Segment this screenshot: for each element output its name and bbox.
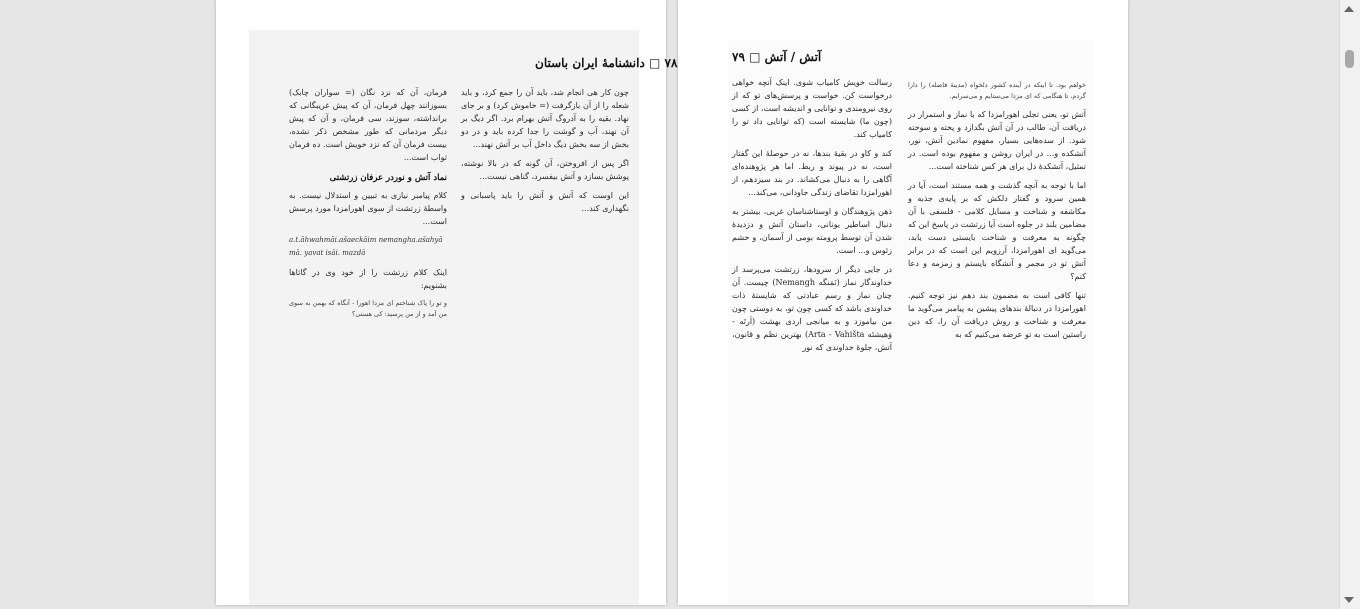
paragraph: در جایی دیگر از سرودها، زرتشت می‌پرسد از خداوندگار نماز (نَمَنگه Nemangh) چیست. آن چنان نماز و رسم عبادتی که شایستهٔ ذات خداوندی باشد که کسی چون تو، به دوستی چون من بیاموزد و به میانجی اردی بهشت (اَرتَه - وَهیشتَه Arta - Vahišta) بهترین نظم و قانون، آتش، جلوهٔ خداوندی که نور [732, 265, 893, 352]
paragraph: رسالت خویش کامیاب شوی. اینک آنچه خواهی درخواست کن. خواست و پرسش‌های تو که از روی نیرومندی و توانایی و اندیشه است، از کسی (چون ما) شایسته است (که توانایی داد تو را کامیاب کند. [732, 78, 892, 139]
paragraph: ذهن پژوهندگان و اوستاشناسان غربی، بیشتر به دنبال اساطیر یونانی، داستان آتش و دزدیدهٔ شدن آن توسط پرومته بومی از آسمان، و خشم زئوس و... است. [732, 207, 892, 255]
text-column-left [732, 76, 892, 596]
text-column-right [461, 86, 629, 606]
section-heading: نماد آتش و نوردر عرفان زرتشتی [329, 173, 447, 183]
paragraph: چون کار هی انجام شد، باید آن را جمع کرد، و باید شعله را از آن بازگرفت (= خاموش کرد) و بر جای نهاد. بقیه را به آدروگ آتش بهرام برد. اگر دیگ بر آن نهند، آب و گوشت را جدا کرده باید و در دو بخش از سه بخش دیگ داخل آب بر آتش نهند... [461, 88, 629, 149]
running-head: ۷۸ □ دانشنامهٔ ایران باستان [535, 56, 678, 70]
text-column-right [908, 80, 1086, 600]
page-scan [728, 40, 1093, 605]
paragraph: آتش تو، یعنی تجلی اهورامزدا که با نماز و استمرار در دریافت آن، طالب در آن آتش بگدازد و پخته و سوخته شود. از سده‌هایی بسیار، مفهوم نمادین آتش، نور، آتشکده و... در ایران روشن و مفهوم بوده است. در تمثیل، آتشکدهٔ دل برای هر کس شناخته است... [908, 110, 1086, 171]
paragraph: خواهم بود. تا اینکه در آینده کشور دلخواه (مدینهٔ فاضله) را دارا گردم، تا هنگامی که ای مزدا می‌ستایم و می‌سرایم. [908, 81, 1086, 100]
page-79 [678, 0, 1128, 605]
transliteration: a.t.āhwahmāi.ašaeckāim nemangha.ašahyā mā. yavat isāi. mazdā [289, 236, 443, 257]
paragraph: کلام پیامبر نیازی به تبیین و استدلال نیست. به واسطهٔ زرتشت از سوی اهورامزدا مورد پرسش است... [289, 191, 447, 226]
scroll-down-icon[interactable] [1344, 597, 1354, 603]
running-head: آتش / آتش □ ۷۹ [732, 50, 822, 64]
paragraph: کند و کاو در بقیهٔ بندها، نه در حوصلهٔ این گفتار است، نه در پیوند و ربط. اما هر پژوهنده‌ای آگاهی را به دنبال می‌کشاند. در بند سیزدهم، از اهورامزدا تقاضای زندگی جاودانی، می‌کند... [732, 149, 892, 197]
text-column-left [289, 86, 447, 606]
scroll-up-icon[interactable] [1344, 6, 1354, 12]
paragraph: اما با توجه به آنچه گذشت و همه مستند است، آیا در همین سرود و گفتار دلکش که بر پایه‌ی جذبه و مکاشفه و شناخت و مسایل کلامی - فلسفی با آن مضامین بلند در جلوه است آیا زرتشت در پاسخ این که چگونه به معرفت و شناخت بایستی دست یابد، می‌گوید ای اهورامزدا، آرزویم این است که در برابر آتش تو در مجمر و آتشگاه بایستم و زمزمه و دعا کنم؟ [908, 181, 1086, 281]
paragraph: تنها کافی است به مضمون بند دهم نیز توجه کنیم. اهورامزدا در دنبالهٔ بندهای پیشین به پیامبر می‌گوید ما معرفت و شناخت و روش دریافت آن را، که دین راستین است به تو عرضه می‌کنیم که به [908, 291, 1086, 339]
paragraph: این اوست که آتش و آتش را باید پاسبانی و نگهداری کند... [461, 191, 629, 213]
paragraph: فرمان، آن که نزد نگان (= سواران چابک) بسوزانند چهل فرمان، آن که پیش غریبگانی که برانداشته، سوزند، سی فرمان، و آن که پیش دیگر مردمانی که طور مشخص ذکر نشده، بیست فرمان آن که نزد خویش است. ده فرمان ثواب است... [289, 88, 447, 162]
scroll-thumb[interactable] [1345, 50, 1354, 68]
paragraph: اگر پس از افروختن، آن گونه که در بالا نوشته، پوشش بسازد و آتش بیفسرد، گناهی نیست... [461, 159, 629, 181]
page-78 [216, 0, 678, 605]
page-scan [249, 30, 678, 605]
paragraph: اینک کلام زرتشت را از خود وی در گاثاها بشنویم: [289, 268, 447, 290]
vertical-scrollbar[interactable] [1339, 0, 1360, 609]
quote: و تو را پاک شناختم ای مزدا اهورا - آنگاه که بهمن به سوی من آمد و از من پرسید: کی هستی؟ [289, 299, 447, 318]
